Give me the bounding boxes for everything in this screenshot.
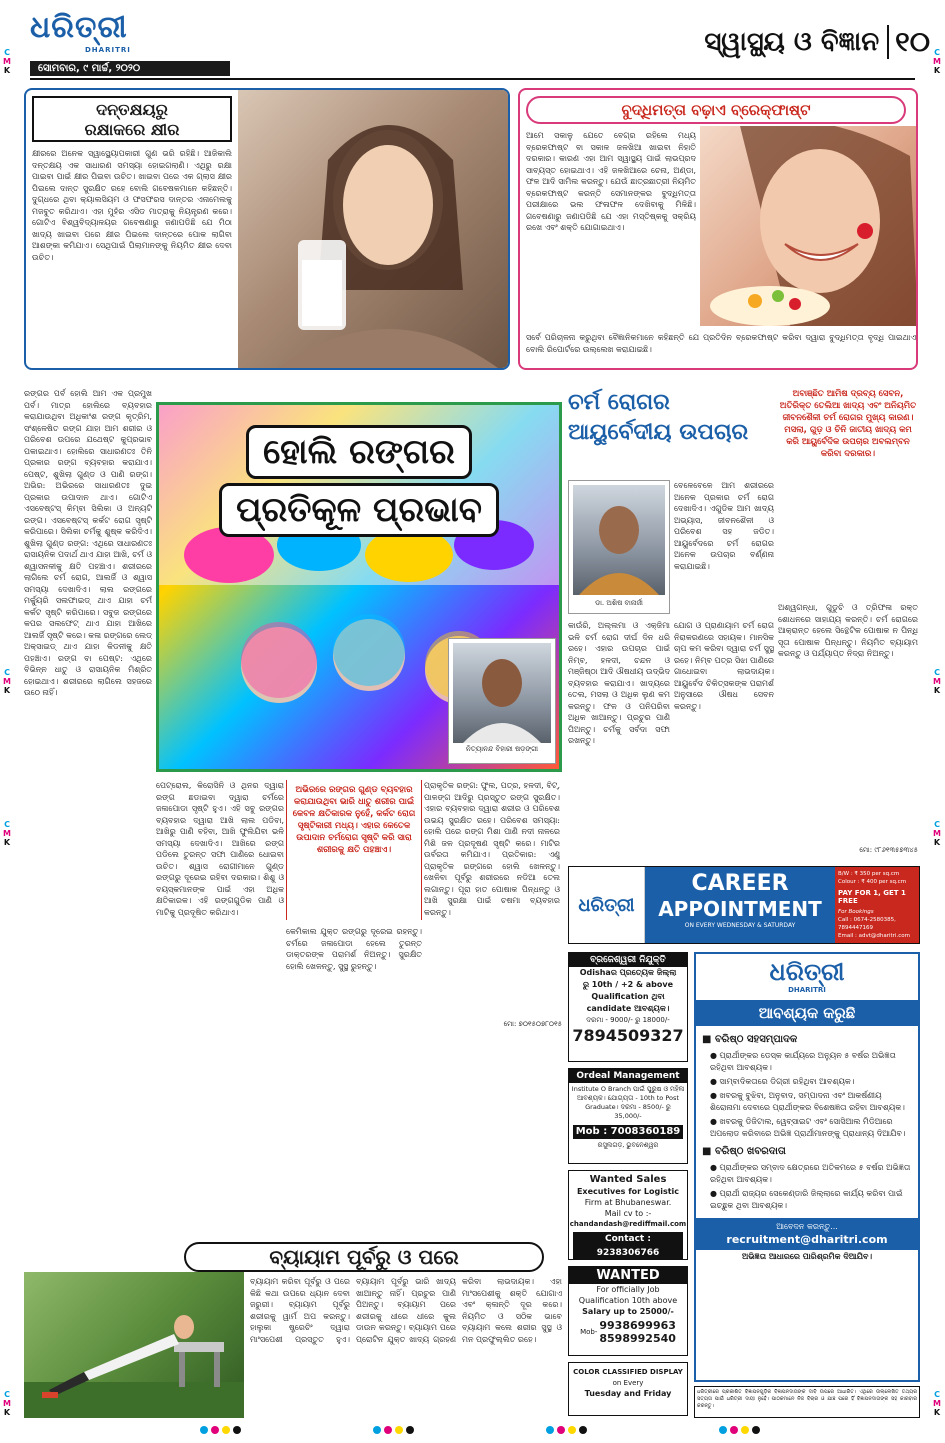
black-mark: K [3, 686, 11, 695]
skin-headline [568, 388, 758, 448]
masthead-rule [30, 78, 915, 80]
career-ad-title [645, 867, 835, 943]
article-breakfast [518, 88, 918, 370]
registration-dots [200, 1426, 241, 1434]
career-ad-logo: ଧରିତ୍ରୀ [569, 867, 645, 943]
career-ad-bookings-label: For Bookings [838, 909, 874, 915]
jobs-ad-role1-point: ● ଖବରକୁ ବୁଝିବା, ଅନୁବାଦ, ସମ୍ପାଦନା ଏବଂ ଆକର୍ଷଣୀୟ ଶିରୋନାମା ଦେବାରେ ପ୍ରାର୍ଥୀଙ୍କର ବିଶେଷଜ୍ଞତା ରହିବା ଆବଶ୍ୟକ। [710, 1091, 905, 1112]
article-holi [24, 388, 564, 1038]
jobs-ad-role1-point: ● ପ୍ରାର୍ଥୀଙ୍କର ଡେସ୍କ କାର୍ଯ୍ୟରେ ଅନ୍ୟୁନ ୫ ବର୍ଷର ଅଭିଜ୍ଞତା ରହିଥିବା ଆବଶ୍ୟକ। [710, 1051, 896, 1072]
classified-ad-line2: on Every [612, 1379, 644, 1387]
wanted-ad-phone2: 8598992540 [599, 1332, 676, 1345]
magenta-mark: M [933, 677, 941, 686]
holi-col-1: ରଙ୍ଗର ପର୍ବ ହୋଲି ଆମ ଏକ ପ୍ରମୁଖ ପର୍ବ। ମାତ୍ର ହୋଲିରେ ବ୍ୟବହାର କରାଯାଉଥିବା ଅଧିକାଂଶ ରଙ୍ଗ କୃତ୍ରିମ, ସଂଶ୍ଳେଷିତ ରଙ୍ଗ ଯାହା ଆମ ଶରୀର ଓ ପରିବେଶ ଉପରେ ଯଥେଷ୍ଟ କୁପ୍ରଭାବ ପକାଇଥାଏ। ହୋଲିରେ ସାଧାରଣତଃ ତିନି ପ୍ରକାର ରଙ୍ଗ ବ୍ୟବହାର କରାଯାଏ। ପେଷ୍ଟ, ଶୁଖିଲା ଗୁଣ୍ଡ ଓ ପାଣି ରଙ୍ଗ। ଅଭିର: ଅଭିରରେ ସାଧାରଣତଃ ଦୁଇ ପ୍ରକାର ଉପାଦାନ ଥାଏ। ଗୋଟିଏ ଏସବେଷ୍ଟସ୍ କିମ୍ବା ସିଲିକା ଓ ଅନ୍ୟଟି ରଙ୍ଗ। ଏସବେଷ୍ଟସ୍ କର୍କଟ ରୋଗ ସୃଷ୍ଟି କରିପାରେ। ସିଲିକା ଚର୍ମକୁ ଶୁଷ୍କ କରିଦିଏ। ଶୁଖିଲା ଗୁଣ୍ଡ ରଙ୍ଗ: ଏଥିରେ ସାଧାରଣତଃ ରାସାୟନିକ ପଦାର୍ଥ ଥାଏ ଯାହା ଆଖି, ଚର୍ମ ଓ ଶ୍ୱାସନଳୀକୁ କ୍ଷତି ପହଞ୍ଚାଏ। ଶରୀରରେ ଲାଗିଲେ ଚର୍ମ ରୋଗ, ଆଲର୍ଜି ଓ ଶ୍ୱାସ ସମସ୍ୟା ଦେଖାଦିଏ। ଲାଲ ରଙ୍ଗରେ ମର୍କ୍ୟୁରି ସଲଫାଇଡ୍ ଥାଏ ଯାହା ଚର୍ମ କର୍କଟ ସୃଷ୍ଟି କରିପାରେ। ସବୁଜ ରଙ୍ଗରେ କପର ସଲଫେଟ୍ ଥାଏ ଯାହା ଆଖିରେ ଆଲର୍ଜି ସୃଷ୍ଟି କରେ। କଳା ରଙ୍ଗରେ ଲେଡ୍ ଅକ୍ସାଇଡ୍ ଥାଏ ଯାହା କିଡନୀକୁ କ୍ଷତି ପହଞ୍ଚାଏ। ରଙ୍ଗ ବା ପେଷ୍ଟ: ଏଥିରେ ବିଭିନ୍ନ ଧାତୁ ଓ ରାସାୟନିକ ମିଶ୍ରିତ ହୋଇଥାଏ। ଶରୀରରେ ଲାଗିଲେ ସହଜରେ ଉଠେ ନାହିଁ। [24, 389, 152, 697]
cyan-mark: C [934, 820, 940, 829]
holi-headline-line1: ହୋଲି ରଙ୍ଗର [246, 425, 472, 479]
jobs-ad-logo: ଧରିତ୍ରୀ [769, 958, 845, 986]
black-mark: K [933, 686, 941, 695]
ordeal-ad-address: ରସୁଲଗଡ଼, ଭୁବନେଶ୍ୱର [597, 1141, 659, 1149]
holi-col-2: ପେଟ୍ରୋଲ, କିରୋସିନି ଓ ଥିନର ଦ୍ୱାରା ରଙ୍ଗ ଛଡାଇବା ଦ୍ୱାରା ଚର୍ମରେ ଜଳାପୋଡା ସୃଷ୍ଟି ହୁଏ। ଏହି ସବୁ ରଙ୍ଗର ବ୍ୟବହାର ଦ୍ୱାରା ଆଖି ଲାଲ ପଡିବା, ଆଖିରୁ ପାଣି ବହିବା, ଆଖି ଫୁଲିଯିବା ଭଳି ସମସ୍ୟା ଦେଖାଦିଏ। ଆଖିରେ ରଙ୍ଗ ପଡିଲେ ତୁରନ୍ତ ସଫା ପାଣିରେ ଧୋଇବା ଉଚିତ। ଶ୍ୱାସ ରୋଗୀମାନେ ଗୁଣ୍ଡ ରଙ୍ଗରୁ ଦୂରେଇ ରହିବା ଦରକାର। ଶିଶୁ ଓ ବୟସ୍କମାନଙ୍କ ପାଇଁ ଏହା ଅଧିକ କ୍ଷତିକାରକ। ଏହି ରଙ୍ଗଗୁଡିକ ପାଣି ଓ ମାଟିକୁ ପ୍ରଦୂଷିତ କରିଥାଏ। [156, 781, 284, 917]
wanted-ad-line2: Qualification 10th above [578, 1296, 678, 1305]
magenta-mark: M [3, 829, 11, 838]
sales-ad-line4: Mail cv to :- [604, 1209, 652, 1218]
article-exercise [24, 1046, 564, 1420]
jobs-ad-role1-point: ● ଖବରକୁ ଡିଜିଟାଲ, ୱେବ୍‌ସାଇଟ ଏବଂ ସୋସିଆଲ ମିଡିଆରେ ଅପଲୋଡ କରିବାରେ ଅଭିଜ୍ଞ ପ୍ରାର୍ଥୀମାନଙ୍କୁ ପ୍ରାଧାନ୍ୟ ଦିଆଯିବ। [710, 1117, 906, 1138]
exercise-headline: ବ୍ୟାୟାମ ପୂର୍ବରୁ ଓ ପରେ [184, 1242, 544, 1272]
jobs-ad-role2-list [702, 1162, 912, 1212]
milk-photo [238, 90, 510, 368]
woman-smiling-fruit-image [700, 126, 918, 326]
career-ad-title-line2: APPOINTMENT [658, 897, 822, 921]
milk-headline-line2: ରକ୍ଷାକରେ କ୍ଷୀର [84, 120, 180, 139]
holi-contact: ମୋ: ୭୦୧୫୦୭୮୦୧୫ [503, 1020, 562, 1028]
ad-career-appointment [568, 866, 920, 944]
classified-ad-line3: Tuesday and Friday [584, 1389, 672, 1398]
recruit-ad-title: ବ୍ରଜେଶ୍ୱରୀ ନିଯୁକ୍ତି [569, 953, 687, 967]
skin-headline-line1: ଚର୍ମ ରୋଗର [568, 390, 670, 415]
man-doing-pushups-image [24, 1272, 244, 1418]
bullet-icon: ● [710, 1051, 720, 1060]
ad-ordeal-management [568, 1068, 688, 1164]
skin-headline-line2: ଆୟୁର୍ବେଦୀୟ ଉପଚାର [568, 420, 749, 445]
jobs-ad-header: ଆବଶ୍ୟକ କରୁଛି [696, 1000, 918, 1026]
masthead-logo-block [30, 10, 210, 60]
cyan-mark: C [934, 48, 940, 57]
breakfast-photo [700, 126, 918, 326]
career-ad-offer: PAY FOR 1, GET 1 FREE [838, 889, 906, 905]
issue-date: ସୋମବାର, ୯ ମାର୍ଚ୍ଚ, ୨୦୨୦ [30, 61, 230, 76]
exercise-photo [24, 1272, 244, 1418]
doctor-portrait-image [573, 485, 665, 595]
jobs-ad-logo-block [696, 958, 918, 994]
skin-col-3: ଅଶ୍ୱଗନ୍ଧା, ଗୁଡୁଚି ଓ ତ୍ରିଫଳା ରକ୍ତ ଶୋଧନରେ ସାହାଯ୍ୟ କରନ୍ତି। ଚର୍ମ ରୋଗରେ ଆକ୍ରାନ୍ତ ହେଲେ ସିନ୍ଥେଟିକ ପୋଷାକ ନ ପିନ୍ଧି ସୂତା ପୋଷାକ ପିନ୍ଧନ୍ତୁ। ନିୟମିତ ବ୍ୟାୟାମ କରନ୍ତୁ ଓ ପର୍ଯ୍ୟାପ୍ତ ନିଦ୍ରା ନିଅନ୍ତୁ। [778, 603, 918, 658]
ad-color-classified [568, 1362, 688, 1416]
recruit-ad-phone: 7894509327 [572, 1026, 684, 1045]
career-ad-email: Email : advt@dharitri.com [838, 933, 910, 939]
milk-body: କ୍ଷୀରରେ ଅନେକ ସ୍ୱାସ୍ଥ୍ୟୋପକାରୀ ଗୁଣ ଭରି ରହିଛି। ଆଜିକାଲି ଦନ୍ତକ୍ଷୟ ଏକ ସାଧାରଣ ସମସ୍ୟା ହୋଇଗଲାଣି। ଏଥିରୁ ରକ୍ଷା ପାଇବା ପାଇଁ କ୍ଷୀର ପିଇବା ଉଚିତ। ଖାଇବା ପରେ ଏକ ଗ୍ଲାସ କ୍ଷୀର ପିଇଲେ ଦାନ୍ତ ସୁରକ୍ଷିତ ରହେ ବୋଲି ଗବେଷକମାନେ କହିଛନ୍ତି। ଦୁଗ୍ଧରେ ଥିବା କ୍ୟାଲସିୟମ ଓ ଫସଫରସ ଦାନ୍ତର ଏନାମେଲକୁ ମଜବୁତ କରିଥାଏ। ଏହା ମୁହଁର ଏସିଡ ମାତ୍ରାକୁ ନିୟନ୍ତ୍ରଣ କରେ। ଗୋଟିଏ ବିଶ୍ୱବିଦ୍ୟାଳୟର ଗବେଷଣାରୁ ଜଣାପଡିଛି ଯେ ମିଠା ଖାଦ୍ୟ ଖାଇବା ପରେ କ୍ଷୀର ପିଇଲେ ଦାନ୍ତରେ ପୋକ ଲାଗିବା ଆଶଙ୍କା କମିଯାଏ। ସେଥିପାଇଁ ପିଲାମାନଙ୍କୁ ନିୟମିତ କ୍ଷୀର ଦେବା ଉଚିତ। [32, 149, 232, 262]
exercise-body: ବ୍ୟାୟାମ କରିବା ପୂର୍ବରୁ ଓ ପରେ କିଛି କଥା ଉପରେ ଧ୍ୟାନ ଦେବା ଜରୁରୀ। ବ୍ୟାୟାମ ପୂର୍ବରୁ ଶରୀରକୁ ୱାର୍ମ ଅପ କରନ୍ତୁ। ହାଲୁକା ଷ୍ଟ୍ରେଚିଂ ଦ୍ୱାରା ମାଂସପେଶୀ ପ୍ରସ୍ତୁତ ହୁଏ। ବ୍ୟାୟାମ ପୂର୍ବରୁ ଭାରି ଖାଦ୍ୟ ଖାଆନ୍ତୁ ନାହିଁ। ପ୍ରଚୁର ପାଣି ପିଅନ୍ତୁ। ବ୍ୟାୟାମ ପରେ ଶରୀରକୁ ଧୀରେ ଧୀରେ କୁଲ ଡାଉନ କରନ୍ତୁ। ବ୍ୟାୟାମ ପରେ ପ୍ରୋଟିନ ଯୁକ୍ତ ଖାଦ୍ୟ ଗ୍ରହଣ କରିବା ଲାଭଦାୟକ। ଏହା ମାଂସପେଶୀକୁ ଶକ୍ତି ଯୋଗାଏ ଏବଂ କ୍ଳାନ୍ତି ଦୂର କରେ। ନିୟମିତ ଓ ସଠିକ ଭାବେ ବ୍ୟାୟାମ କଲେ ଶରୀର ସୁସ୍ଥ ଓ ମନ ପ୍ରଫୁଲ୍ଲିତ ରହେ। [250, 1277, 562, 1344]
holi-headline [189, 425, 529, 537]
sales-ad-line3: Firm at Bhubaneswar. [584, 1198, 672, 1207]
holi-author-box [448, 638, 556, 764]
wanted-ad-phone1: 9938699963 [599, 1319, 676, 1332]
career-ad-rates [835, 867, 919, 943]
breakfast-caption: ସର୍ବେ ପରିଚାଳନା କରୁଥିବା ବୈଜ୍ଞାନିକମାନେ କହିଛନ୍ତି ଯେ ପ୍ରତିଦିନ ବ୍ରେକଫାଷ୍ଟ କରିବା ଦ୍ୱାରା ବୁଦ୍ଧିମତ୍ତା ବୃଦ୍ଧି ପାଇଥାଏ ବୋଲି ରିପୋର୍ଟରେ ଉଲ୍ଲେଖ କରାଯାଇଛି। [526, 333, 916, 354]
wanted-ad-line3: Salary up to 25000/- [582, 1307, 674, 1316]
bullet-icon: ● [710, 1163, 720, 1172]
sales-ad-line1: Wanted Sales [589, 1174, 667, 1185]
cyan-mark: C [4, 1390, 10, 1399]
wanted-ad-title: WANTED [569, 1267, 687, 1284]
ordeal-ad-body: Institute O Branch ପାଇଁ ପୁରୁଷ ଓ ମହିଳା ଆବଶ୍ୟକ। ଯୋଗ୍ୟତା - 10th to Post Graduate। ଦରମା - 8500/- ରୁ 35,000/- [571, 1085, 685, 1120]
career-ad-rate-colour: Colour : ₹ 400 per sq.cm [838, 879, 907, 885]
bullet-icon: ● [710, 1189, 720, 1198]
recruit-ad-line3: Qualification ଥିବା [591, 992, 665, 1001]
black-mark: K [3, 838, 11, 847]
sales-ad-line2: Executives for Logistic [576, 1187, 680, 1196]
skin-col-2: ଯୋଗ ଓ ପ୍ରାଣାୟାମ ଚର୍ମ ରୋଗ ନିରାକରଣରେ ସହାୟକ। ମାନସିକ ଚାପ କମ କରିବା ଦ୍ୱାରା ଚର୍ମ ସୁସ୍ଥ ରହେ। ନିମ୍ବ ପତ୍ର ସିଝା ପାଣିରେ ଗାଧୋଇବା ଲାଭଦାୟକ। ଆୟୁର୍ବେଦ ଚିକିତ୍ସକଙ୍କ ପରାମର୍ଶ ଅନୁସାରେ ଔଷଧ ସେବନ କରନ୍ତୁ। [674, 621, 774, 711]
recruit-ad-salary: ଦରମା - 9000/- ରୁ 18000/- [586, 1016, 670, 1024]
holi-author-photo [453, 643, 551, 743]
magenta-mark: M [3, 57, 11, 66]
jobs-ad-footer: ଅଭିଜ୍ଞତା ଆଧାରରେ ପାରିଶ୍ରମିକ ଦିଆଯିବ। [741, 1252, 873, 1261]
jobs-ad-apply-email[interactable]: recruitment@dharitri.com [726, 1233, 888, 1246]
bullet-icon: ● [710, 1077, 720, 1086]
page-number: ୧୦ [887, 25, 930, 59]
breakfast-body: ଆମେ ସକାଳୁ ଯେତେ ବେଗ୍ର ରହିଲେ ମଧ୍ୟ ବ୍ରେକଫାଷ୍ଟ ବା ସକାଳ ଜଳଖିଆ ଖାଇବା ନିହାତି ଦରକାର। କାରଣ ଏହା ଆମ ସ୍ୱାସ୍ଥ୍ୟ ପାଇଁ ଲାଭପ୍ରଦ ସାବ୍ୟସ୍ତ ହୋଇଥାଏ। ଏହି ଜଳଖିଆରେ ଚେନା, ଅଣ୍ଡା, ଫଳ ଆଦି ସାମିଲ କରନ୍ତୁ। ଯେଉଁ ଛାତ୍ରଛାତ୍ରୀ ନିୟମିତ ବ୍ରେକଫାଷ୍ଟ କରନ୍ତି ସେମାନଙ୍କର ବୁଦ୍ଧିମତ୍ତା ପରୀକ୍ଷାରେ ଭଲ ଫଳାଫଳ ଦେଖିବାକୁ ମିଳିଛି। ଗବେଷଣାରୁ ଜଣାପଡିଛି ଯେ ଏହା ମସ୍ତିଷ୍କକୁ ସକ୍ରିୟ ରଖେ ଏବଂ ଶକ୍ତି ଯୋଗାଇଥାଏ। [526, 131, 696, 232]
holi-headline-line2: ପ୍ରତିକୂଳ ପ୍ରଭାବ [219, 483, 499, 537]
ad-sales-executives [568, 1170, 688, 1260]
holi-col-4: କେମିକାଲ ଯୁକ୍ତ ରଙ୍ଗରୁ ଦୂରେଇ ରହନ୍ତୁ। ଚର୍ମରେ ଜଳାପୋଡା ହେଲେ ତୁରନ୍ତ ଡାକ୍ତରଙ୍କ ପରାମର୍ଶ ନିଅନ୍ତୁ। ସୁରକ୍ଷିତ ହୋଲି ଖେଳନ୍ତୁ, ସୁସ୍ଥ ରୁହନ୍ତୁ। [286, 927, 422, 971]
classified-disclaimer: ଧରିତ୍ରୀରେ ପ୍ରକାଶିତ ବିଜ୍ଞାପନଗୁଡ଼ିକ ବିଜ୍ଞାପନଦାତାଙ୍କ ଦାବି ଉପରେ ଆଧାରିତ। ଏଥିରେ ଉଲ୍ଲେଖିତ ତଥ୍ୟର ସତ୍ୟତା ପାଇଁ ଧରିତ୍ରୀ ଦାୟୀ ନୁହେଁ। ପାଠକମାନେ ନିଜ ବିଚାର ଓ ଯାଞ୍ଚ ପରେ ହିଁ ବିଜ୍ଞାପନଦାତାଙ୍କ ସହ କାରବାର କରନ୍ତୁ। [694, 1386, 920, 1418]
exercise-top-spacer [24, 1046, 564, 1252]
skin-author-caption: ଡା. ଅଶିଷ ବାନାର୍ଜୀ [595, 599, 643, 607]
career-ad-phone: Call : 0674-2580385, 7894447169 [838, 917, 896, 931]
jobs-ad-apply-block [696, 1218, 918, 1250]
jobs-ad-role2-point: ● ପ୍ରାର୍ଥୀଙ୍କର ସମ୍ବାଦ କ୍ଷେତ୍ରରେ ଅତିକମରେ ୫ ବର୍ଷର ଅଭିଜ୍ଞତା ରହିଥିବା ଆବଶ୍ୟକ। [710, 1163, 911, 1184]
ad-dharitri-jobs [694, 952, 920, 1382]
skin-author-photo [573, 485, 665, 595]
cyan-mark: C [4, 820, 10, 829]
black-mark: K [3, 66, 11, 75]
wanted-ad-mob-label: Mob- [580, 1328, 598, 1336]
jobs-ad-logo-sub: DHARITRI [788, 986, 826, 994]
bullet-icon: ● [710, 1117, 720, 1126]
article-skin [568, 388, 920, 858]
skin-contact: ମୋ: ୯୮୬୧୩୫୭୩୪୫ [859, 846, 918, 854]
masthead-logo: ଧରିତ୍ରୀ [30, 10, 128, 45]
holi-author-caption: ନିତ୍ୟାନନ୍ଦ ବିହାରୀ ଷଡ଼ଙ୍ଗୀ [465, 745, 539, 753]
ad-recruitment-odisha [568, 952, 688, 1062]
article-milk [24, 88, 510, 370]
cyan-mark: C [4, 48, 10, 57]
sales-ad-email[interactable]: chandandash@rediffmail.com [569, 1220, 687, 1228]
jobs-ad-role2: ■ ବରିଷ୍ଠ ଖବରଦାତା [702, 1146, 786, 1157]
cyan-mark: C [4, 668, 10, 677]
registration-dots [546, 1426, 587, 1434]
cyan-mark: C [934, 1390, 940, 1399]
bullet-icon: ● [710, 1091, 720, 1100]
black-mark: K [3, 1408, 11, 1417]
holi-col-3: ପ୍ରାକୃତିକ ରଙ୍ଗ: ଫୁଲ, ପତ୍ର, ହଳଦୀ, ବିଟ୍, ପାଳଙ୍ଗ ଆଦିରୁ ପ୍ରସ୍ତୁତ ରଙ୍ଗ ସୁରକ୍ଷିତ। ଏହାର ବ୍ୟବହାର ଦ୍ୱାରା ଶରୀର ଓ ପରିବେଶ ଉଭୟ ସୁରକ୍ଷିତ ରହେ। ପରିବେଶ ସମସ୍ୟା: ହୋଲି ପରେ ରଙ୍ଗ ମିଶା ପାଣି ନଦୀ ନାଳରେ ମିଶି ଜଳ ପ୍ରଦୂଷଣ ସୃଷ୍ଟି କରେ। ମାଟିର ଉର୍ବରତା କମିଯାଏ। ପ୍ରତିକାର: ଏଣୁ ପ୍ରାକୃତିକ ରଙ୍ଗରେ ହୋଲି ଖେଳନ୍ତୁ। ଖେଳିବା ପୂର୍ବରୁ ଶରୀରରେ ନଡିଆ ତେଲ ଲଗାନ୍ତୁ। ପୂରା ହାତ ପୋଷାକ ପିନ୍ଧନ୍ତୁ ଓ ଆଖି ସୁରକ୍ଷା ପାଇଁ ଚଷମା ବ୍ୟବହାର କରନ୍ତୁ। [424, 781, 560, 917]
ordeal-ad-mobile: Mob : 7008360189 [573, 1125, 683, 1139]
black-mark: K [933, 1408, 941, 1417]
jobs-ad-role1: ■ ବରିଷ୍ଠ ସହସମ୍ପାଦକ [702, 1034, 798, 1045]
black-mark: K [933, 66, 941, 75]
woman-drinking-milk-image [238, 90, 510, 368]
wanted-ad-line1: For officially Job [596, 1285, 660, 1294]
magenta-mark: M [3, 1399, 11, 1408]
recruit-ad-line4: candidate ଆବଶ୍ୟକ। [586, 1004, 670, 1013]
holi-pull-quote: ଅଭିରରେ ରଙ୍ଗର ଗୁଣ୍ଡ ବ୍ୟବହାର କରାଯାଉଥିବା ଭାରି ଧାତୁ ଶରୀର ପାଇଁ କେବଳ କ୍ଷତିକାରକ ନୁହେଁ, କର୍କଟ ରୋଗ ସୃଷ୍ଟିକାରୀ ମଧ୍ୟ। ଏହାର କେତେକ ଉପାଦାନ ଚର୍ମରୋଗ ସୃଷ୍ଟି କରି ସାରା ଶରୀରକୁ କ୍ଷତି ପହଞ୍ଚାଏ। [286, 780, 422, 920]
skin-intro: ବେଳେବେଳେ ଆମ ଶରୀରରେ ଅନେକ ପ୍ରକାର ଚର୍ମ ରୋଗ ଦେଖାଦିଏ। ଏଗୁଡିକ ଆମ ଖାଦ୍ୟ ଅଭ୍ୟାସ, ଜୀବନଶୈଳୀ ଓ ପରିବେଶ ସହ ଜଡିତ। ଆୟୁର୍ବେଦରେ ଚର୍ମ ରୋଗର ଅନେକ ଉପଚାର ବର୍ଣ୍ଣନା କରାଯାଇଛି। [674, 481, 774, 571]
magenta-mark: M [933, 57, 941, 66]
magenta-mark: M [933, 1399, 941, 1408]
cyan-mark: C [934, 668, 940, 677]
skin-author-box [568, 480, 670, 614]
exercise-headline-wrap [24, 1242, 564, 1272]
sales-ad-contact: Contact : 9238306766 [573, 1232, 683, 1260]
registration-dots [719, 1426, 760, 1434]
jobs-ad-apply-label: ଆବେଦନ କରନ୍ତୁ... [776, 1222, 838, 1231]
classified-ad-line1: COLOR CLASSIFIED DISPLAY [573, 1368, 683, 1376]
registration-marks [200, 1426, 760, 1434]
magenta-mark: M [3, 677, 11, 686]
milk-headline [32, 96, 232, 142]
wanted-ad-phones [569, 1319, 687, 1345]
bullet-icon: ■ [702, 1034, 715, 1045]
ad-wanted [568, 1266, 688, 1356]
jobs-ad-role1-point: ● ସାମ୍ବାଦିକତାରେ ଡିଗ୍ରୀ ରହିଥିବା ଆବଶ୍ୟକ। [710, 1077, 855, 1086]
magenta-mark: M [933, 829, 941, 838]
section-title: ସ୍ୱାସ୍ଥ୍ୟ ଓ ବିଜ୍ଞାନ [704, 26, 880, 57]
author-portrait-image [453, 643, 551, 743]
registration-dots [373, 1426, 414, 1434]
recruit-ad-line2: ରୁ 10th / +2 & above [582, 980, 674, 989]
career-ad-rate-bw: B/W : ₹ 350 per sq.cm [838, 871, 900, 877]
recruit-ad-line1: Odishaର ପ୍ରତ୍ୟେକ ଜିଲ୍ଲା [579, 968, 677, 977]
jobs-ad-role1-list [702, 1050, 912, 1140]
skin-quote: ଅବାଞ୍ଛିତ ଆମିଷ ଦ୍ରବ୍ୟ ସେବନ, ଅତିରିକ୍ତ ତେଲିଆ ଖାଦ୍ୟ ଏବଂ ଅନିୟମିତ ଜୀବନଶୈଳୀ ଚର୍ମ ରୋଗର ମୁଖ୍ୟ କାରଣ। ମସଲା, ଗୁଡ଼ ଓ ଚିନି ଜାତୀୟ ଖାଦ୍ୟ କମ କରି ଆୟୁର୍ବେଦିକ ଉପଚାର ଅବଲମ୍ବନ କରିବା ଦରକାର। [779, 389, 917, 459]
black-mark: K [933, 838, 941, 847]
bullet-icon: ■ [702, 1146, 715, 1157]
ordeal-ad-title: Ordeal Management [569, 1069, 687, 1083]
section-header [600, 22, 930, 62]
masthead-logo-sub: DHARITRI [85, 46, 131, 54]
jobs-ad-role2-point: ● ପ୍ରାର୍ଥୀ ରାଜ୍ୟର ସେକେଣ୍ଡାରି ଜିଲ୍ଲାରେ କାର୍ଯ୍ୟ କରିବା ପାଇଁ ଇଚ୍ଛୁକ ଥିବା ଆବଶ୍ୟକ। [710, 1189, 903, 1210]
career-ad-days: ON EVERY WEDNESDAY & SATURDAY [684, 922, 796, 929]
breakfast-headline: ବୁଦ୍ଧିମତ୍ତା ବଢ଼ାଏ ବ୍ରେକ୍‌ଫାଷ୍ଟ [526, 96, 906, 124]
skin-col-1: କାଉଁରି, ଅଲ୍ଲମା ଓ ଏକ୍‌ଜିମା ଭଳି ଚର୍ମ ରୋଗ ଦୀର୍ଘ ଦିନ ଧରି ରହେ। ଏହାର ଉପଚାର ପାଇଁ ନିମ୍ବ, ହଳଦୀ, ଚନ୍ଦନ ଓ ମଞ୍ଜିଷ୍ଠା ଆଦି ଔଷଧୀୟ ଉଦ୍ଭିଦ ବ୍ୟବହାର କରାଯାଏ। ଖାଦ୍ୟରେ ତେଲ, ମସଲା ଓ ଅଧିକ ଲୁଣ କମ କରନ୍ତୁ। ଫଳ ଓ ପନିପରିବା ଅଧିକ ଖାଆନ୍ତୁ। ପ୍ରଚୁର ପାଣି ପିଅନ୍ତୁ। ଚର୍ମକୁ ସର୍ବଦା ସଫା ରଖନ୍ତୁ। [568, 621, 670, 745]
milk-headline-line1: ଦନ୍ତକ୍ଷୟରୁ [96, 100, 168, 119]
career-ad-title-line1: CAREER [691, 871, 789, 896]
